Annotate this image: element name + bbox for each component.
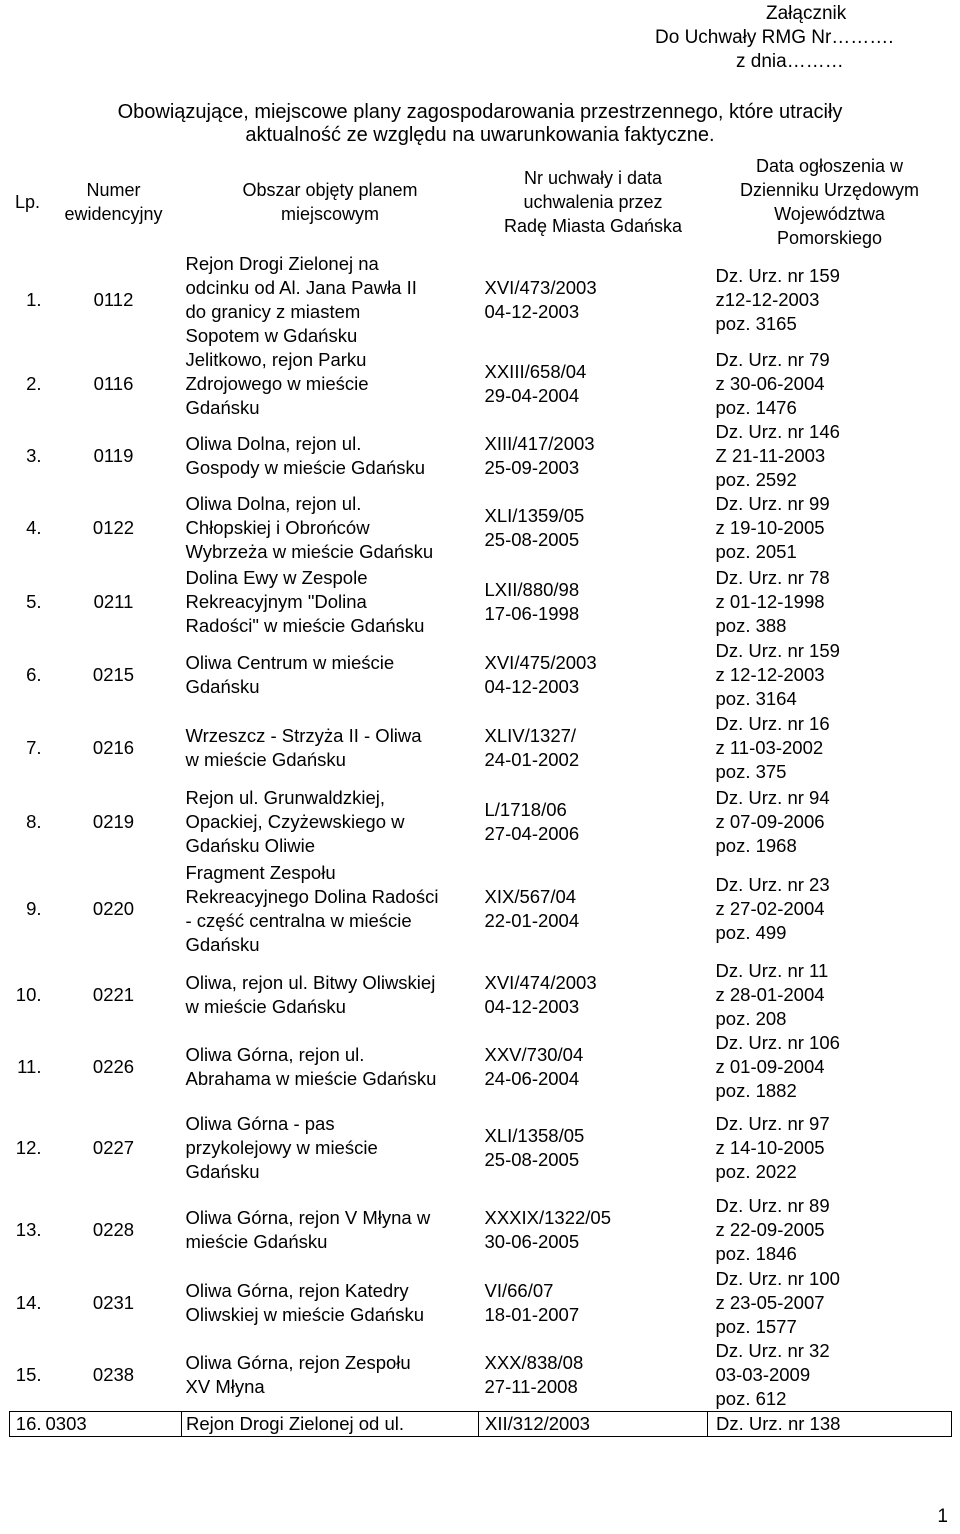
row-resolution-cell: XII/312/2003 <box>479 1412 708 1437</box>
row-area-cell: Oliwa Centrum w mieście Gdańsku <box>185 652 395 697</box>
row-lp-cell: 10. <box>15 984 42 1005</box>
plans-table <box>9 151 952 1437</box>
row-area-cell: Oliwa Górna - pas przykolejowy w mieście Gdańsku <box>185 1113 378 1182</box>
table-row <box>10 1031 952 1103</box>
row-area-cell: Fragment Zespołu Rekreacyjnego Dolina Radości - część centralna w mieście Gdańsku <box>185 862 439 955</box>
row-area-cell: Rejon Drogi Zielonej na odcinku od Al. Jana Pawła II do granicy z miastem Sopotem w Gdańsku <box>185 253 417 346</box>
attachment-label: Załącznik <box>766 3 847 24</box>
document-title-line2: aktualność ze względu na uwarunkowania faktyczne. <box>245 124 715 146</box>
row-area-cell: Oliwa Górna, rejon V Młyna w mieście Gdańsku <box>185 1207 431 1252</box>
row-lp-cell: 2. <box>26 373 42 394</box>
table-row <box>10 859 952 959</box>
table-row <box>10 492 952 564</box>
col-uchwala-header: Nr uchwały i data uchwalenia przez Radę Miasta Gdańska <box>503 167 683 236</box>
row-lp-cell: 8. <box>26 811 42 832</box>
row-resolution-cell: XLIV/1327/ 24-01-2002 <box>484 725 580 770</box>
row-gazette-cell: Dz. Urz. nr 106 z 01-09-2004 poz. 1882 <box>715 1032 840 1101</box>
row-gazette-cell: Dz. Urz. nr 159 z12-12-2003 poz. 3165 <box>715 265 840 334</box>
table-row <box>10 420 952 492</box>
row-lp-cell: 16. <box>10 1412 46 1437</box>
row-lp-cell: 4. <box>26 517 42 538</box>
row-gazette-cell: Dz. Urz. nr 159 z 12-12-2003 poz. 3164 <box>715 640 840 709</box>
row-lp-cell: 9. <box>26 898 42 919</box>
row-number-cell: 0226 <box>92 1056 135 1077</box>
row-resolution-cell: XIII/417/2003 25-09-2003 <box>484 433 595 478</box>
row-resolution-cell: XLI/1359/05 25-08-2005 <box>484 505 585 550</box>
row-area-cell: Oliwa Górna, rejon Katedry Oliwskiej w mieście Gdańsku <box>185 1280 425 1325</box>
table-row <box>10 252 952 348</box>
row-number-cell: 0219 <box>92 811 135 832</box>
row-lp-cell: 5. <box>26 590 42 612</box>
row-gazette-cell: Dz. Urz. nr 100 z 23-05-2007 poz. 1577 <box>715 1268 840 1337</box>
row-gazette-cell: Dz. Urz. nr 138 <box>708 1412 952 1437</box>
row-area-cell: Oliwa Górna, rejon Zespołu XV Młyna <box>185 1352 411 1397</box>
resolution-date: z dnia……… <box>736 51 844 72</box>
row-lp-cell: 3. <box>26 445 42 466</box>
row-area-cell: Rejon ul. Grunwaldzkiej, Opackiej, Czyżewskiego w Gdańsku Oliwie <box>185 787 405 856</box>
row-area-cell: Rejon Drogi Zielonej od ul. <box>182 1412 479 1437</box>
resolution-reference: Do Uchwały RMG Nr………. <box>655 27 894 48</box>
row-area-cell: Oliwa, rejon ul. Bitwy Oliwskiej w mieście Gdańsku <box>185 972 436 1017</box>
row-number-cell: 0227 <box>92 1137 135 1158</box>
table-row <box>10 711 952 785</box>
row-number-cell: 0119 <box>93 445 134 466</box>
table-row <box>10 1103 952 1193</box>
row-number-cell: 0215 <box>92 664 135 685</box>
row-gazette-cell: Dz. Urz. nr 97 z 14-10-2005 poz. 2022 <box>715 1113 830 1182</box>
row-lp-cell: 12. <box>15 1137 42 1158</box>
row-gazette-cell: Dz. Urz. nr 23 z 27-02-2004 poz. 499 <box>715 874 830 943</box>
row-gazette-cell: Dz. Urz. nr 78 z 01-12-1998 poz. 388 <box>715 566 830 636</box>
row-resolution-cell: XXX/838/08 27-11-2008 <box>484 1352 584 1397</box>
col-obszar-header: Obszar objęty planem miejscowym <box>242 179 418 224</box>
row-number-cell: 0221 <box>92 984 135 1005</box>
row-area-cell: Dolina Ewy w Zespole Rekreacyjnym "Dolina Radości" w mieście Gdańsku <box>185 566 425 636</box>
row-gazette-cell: Dz. Urz. nr 89 z 22-09-2005 poz. 1846 <box>715 1195 830 1264</box>
row-number-cell: 0216 <box>92 737 135 758</box>
row-area-cell: Oliwa Górna, rejon ul. Abrahama w mieście Gdańsku <box>185 1044 437 1089</box>
row-number-cell: 0231 <box>92 1292 135 1313</box>
row-area-cell: Jelitkowo, rejon Parku Zdrojowego w mieście Gdańsku <box>185 349 369 418</box>
row-resolution-cell: XIX/567/04 22-01-2004 <box>484 886 580 931</box>
table-row <box>10 1193 952 1267</box>
row-lp-cell: 1. <box>26 289 42 310</box>
row-gazette-cell: Dz. Urz. nr 11 z 28-01-2004 poz. 208 <box>715 960 829 1029</box>
row-area-cell: Wrzeszcz - Strzyża II - Oliwa w mieście Gdańsku <box>185 725 422 770</box>
row-gazette-cell: Dz. Urz. nr 99 z 19-10-2005 poz. 2051 <box>715 493 830 562</box>
row-resolution-cell: XXXIX/1322/05 30-06-2005 <box>484 1207 612 1252</box>
row-resolution-cell: XXIII/658/04 29-04-2004 <box>484 361 587 406</box>
row-gazette-cell: Dz. Urz. nr 79 z 30-06-2004 poz. 1476 <box>715 349 830 418</box>
row-lp-cell: 7. <box>26 737 42 758</box>
table-row <box>10 959 952 1031</box>
row-resolution-cell: XXV/730/04 24-06-2004 <box>484 1044 584 1089</box>
row-number-cell: 0112 <box>93 289 134 310</box>
row-gazette-cell: Dz. Urz. nr 146 Z 21-11-2003 poz. 2592 <box>715 421 840 490</box>
table-row <box>10 785 952 859</box>
table-row <box>10 639 952 711</box>
page-number: 1 <box>937 1506 948 1527</box>
row-area-cell: Oliwa Dolna, rejon ul. Gospody w mieście Gdańsku <box>185 433 426 478</box>
row-resolution-cell: XVI/473/2003 04-12-2003 <box>484 277 597 322</box>
table-row <box>10 1339 952 1412</box>
row-gazette-cell: Dz. Urz. nr 32 03-03-2009 poz. 612 <box>715 1340 830 1409</box>
row-resolution-cell: LXII/880/98 17-06-1998 <box>484 578 580 624</box>
row-number-cell: 0238 <box>92 1364 135 1385</box>
row-gazette-cell: Dz. Urz. nr 94 z 07-09-2006 poz. 1968 <box>715 787 830 856</box>
row-area-cell: Oliwa Dolna, rejon ul. Chłopskiej i Obrońców Wybrzeża w mieście Gdańsku <box>185 493 434 562</box>
document-title-line1: Obowiązujące, miejscowe plany zagospodarowania przestrzennego, które utraciły <box>117 101 843 123</box>
row-number-cell: 0228 <box>92 1219 135 1240</box>
row-resolution-cell: VI/66/07 18-01-2007 <box>484 1280 580 1325</box>
row-lp-cell: 13. <box>15 1219 42 1240</box>
row-resolution-cell: XVI/474/2003 04-12-2003 <box>484 972 597 1017</box>
row-lp-cell: 11. <box>17 1056 42 1077</box>
row-number-cell: 0303 <box>46 1412 182 1437</box>
row-lp-cell: 15. <box>15 1364 42 1385</box>
table-row <box>10 1412 952 1437</box>
row-resolution-cell: L/1718/06 27-04-2006 <box>484 799 580 844</box>
col-numer-header: Numer ewidencyjny <box>64 179 163 224</box>
row-gazette-cell: Dz. Urz. nr 16 z 11-03-2002 poz. 375 <box>715 713 830 782</box>
row-number-cell: 0116 <box>93 373 134 394</box>
col-lp-header: Lp. <box>14 191 41 212</box>
col-dziennik-header: Data ogłoszenia w Dzienniku Urzędowym Województwa Pomorskiego <box>739 155 920 248</box>
table-row <box>10 348 952 420</box>
row-number-cell: 0211 <box>93 590 134 612</box>
row-number-cell: 0122 <box>92 517 135 538</box>
table-row <box>10 1267 952 1339</box>
table-row <box>10 564 952 639</box>
row-resolution-cell: XLI/1358/05 25-08-2005 <box>484 1125 585 1170</box>
row-lp-cell: 6. <box>26 664 42 685</box>
table-header-row <box>10 151 952 252</box>
row-resolution-cell: XVI/475/2003 04-12-2003 <box>484 652 597 697</box>
row-lp-cell: 14. <box>15 1292 42 1313</box>
row-number-cell: 0220 <box>92 898 135 919</box>
